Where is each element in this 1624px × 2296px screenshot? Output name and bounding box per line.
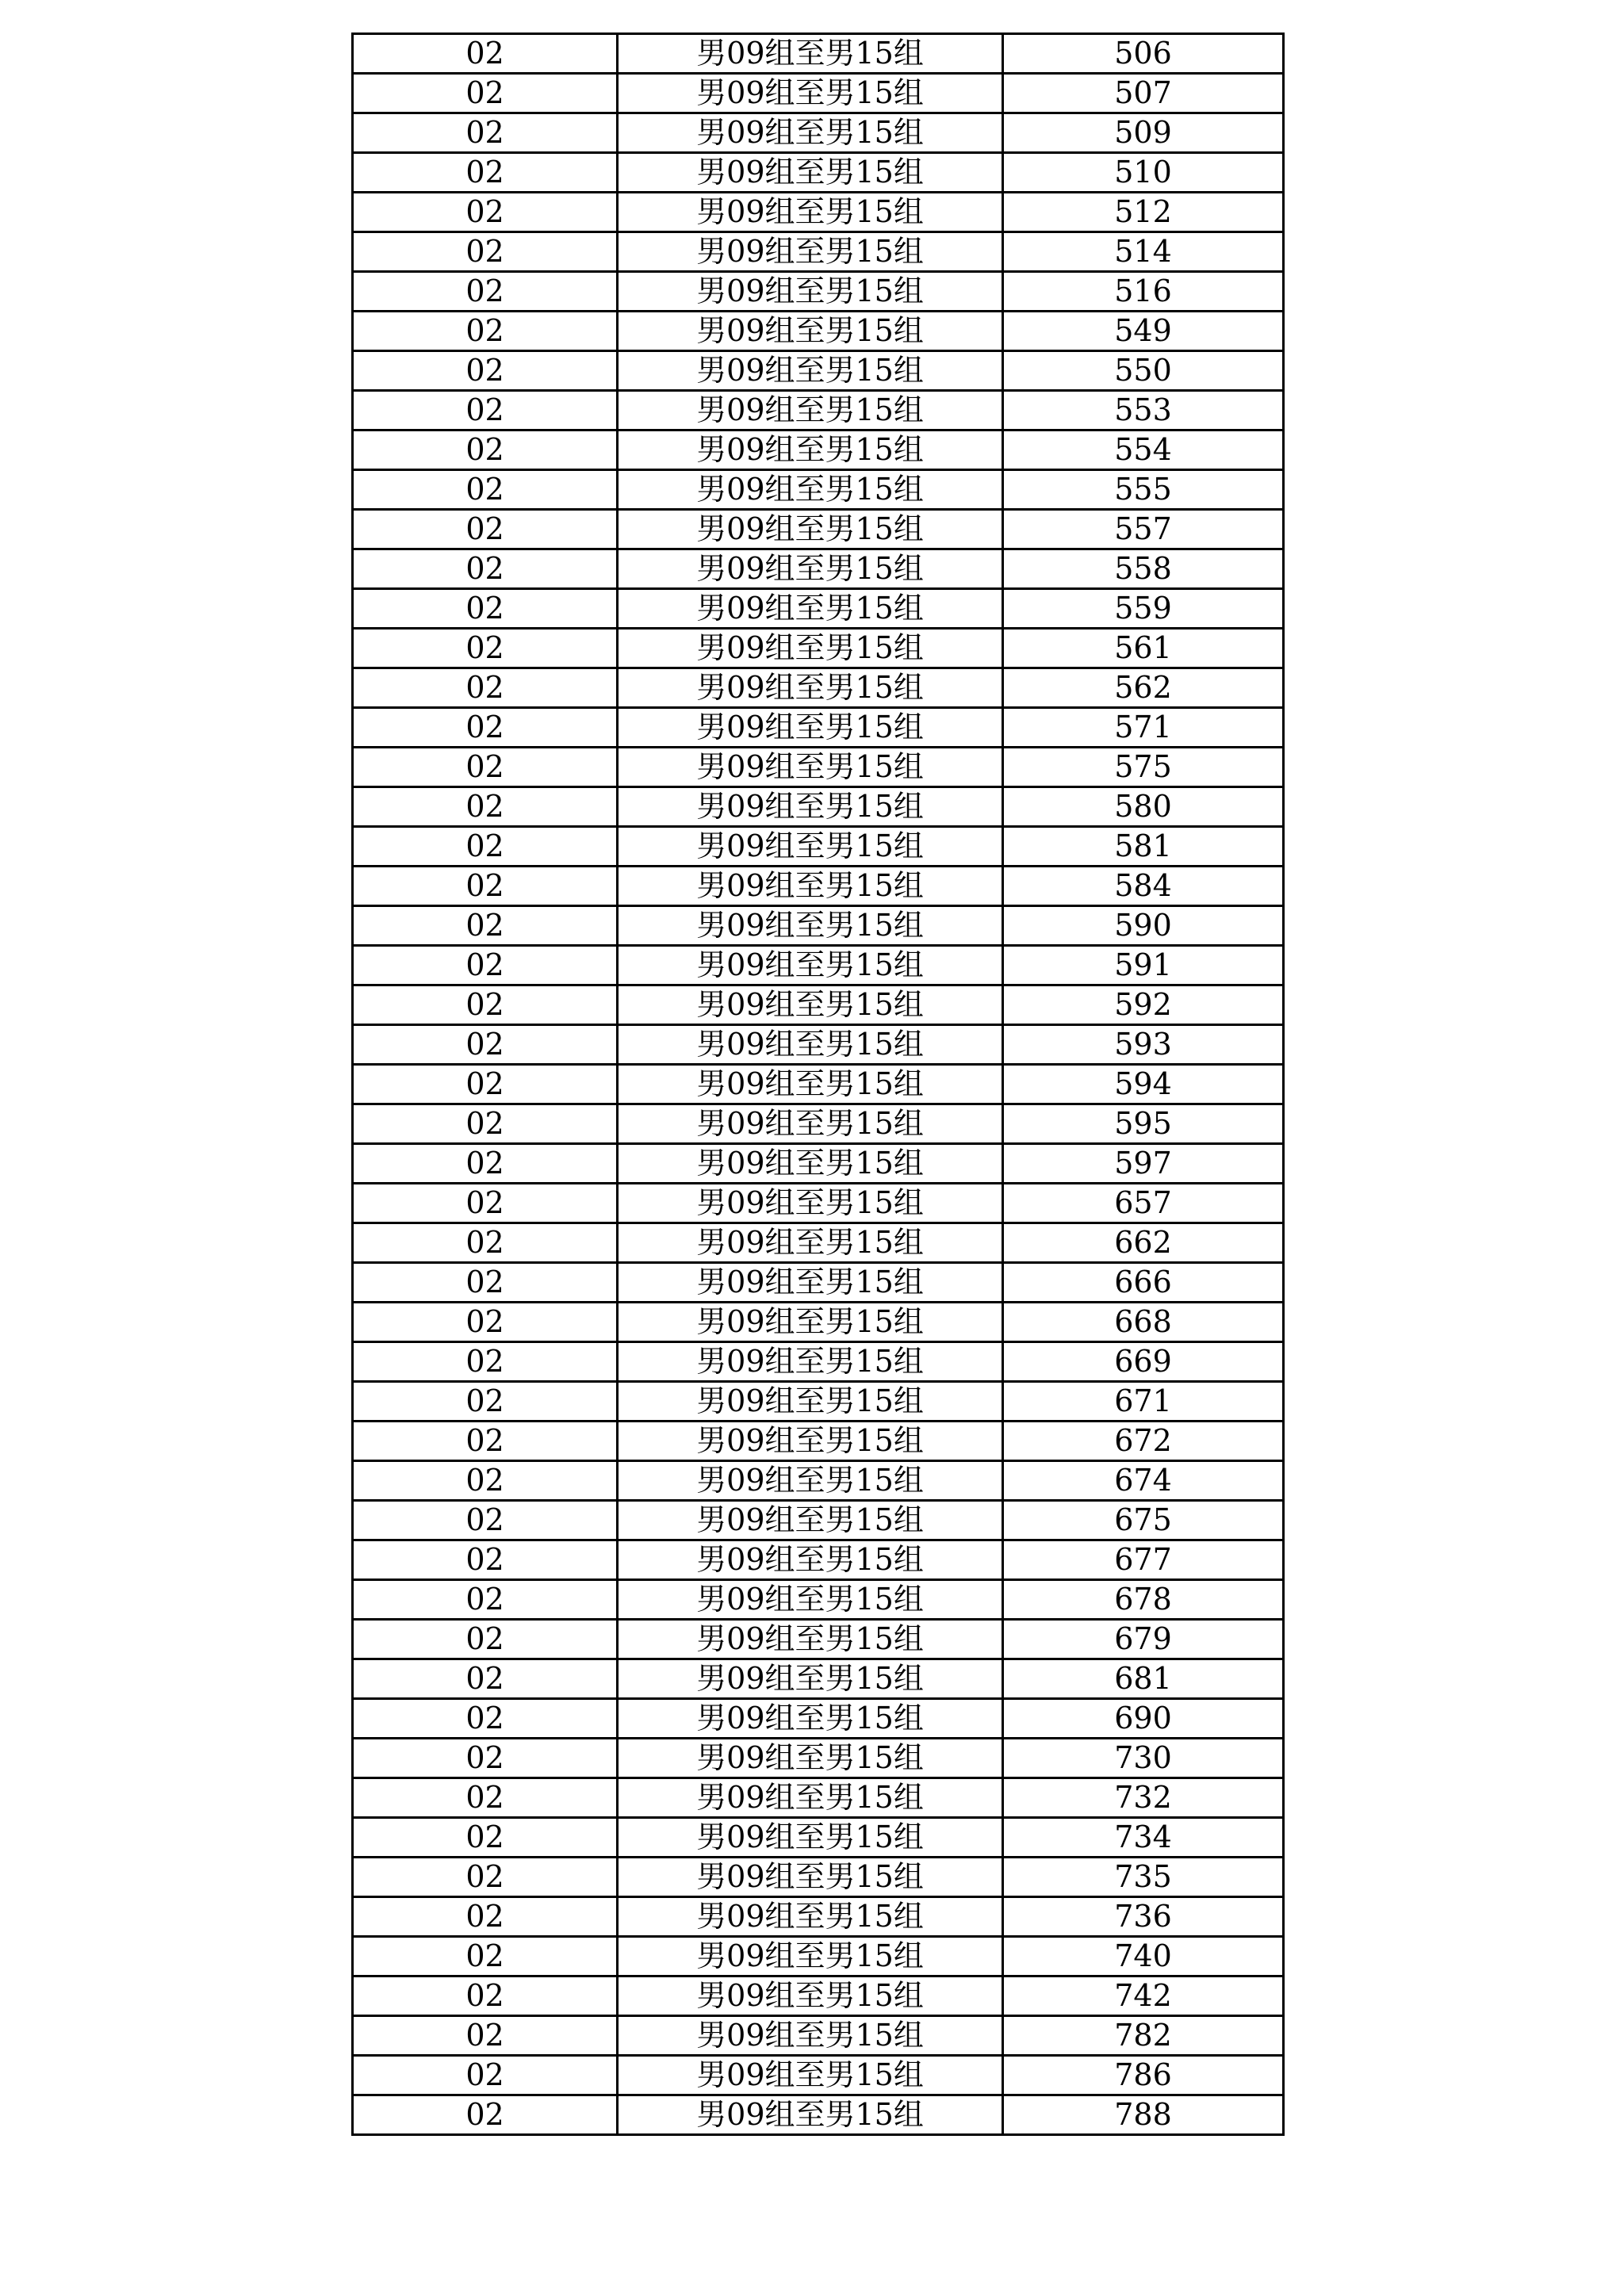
group-cell: 男09组至男15组 (618, 1580, 1003, 1620)
code-cell: 02 (353, 391, 618, 430)
number-cell: 561 (1003, 629, 1284, 668)
group-cell: 男09组至男15组 (618, 510, 1003, 549)
code-cell: 02 (353, 1501, 618, 1540)
table-row (353, 1104, 1284, 1144)
table-row (353, 827, 1284, 867)
table-row (353, 1144, 1284, 1184)
table-row (353, 946, 1284, 985)
code-cell: 02 (353, 1184, 618, 1223)
group-cell: 男09组至男15组 (618, 1739, 1003, 1778)
code-cell: 02 (353, 272, 618, 312)
code-cell: 02 (353, 1937, 618, 1976)
group-cell: 男09组至男15组 (618, 748, 1003, 787)
code-cell: 02 (353, 510, 618, 549)
group-cell: 男09组至男15组 (618, 1778, 1003, 1818)
table-row (353, 1659, 1284, 1699)
group-cell: 男09组至男15组 (618, 1184, 1003, 1223)
group-cell: 男09组至男15组 (618, 1065, 1003, 1104)
group-cell: 男09组至男15组 (618, 351, 1003, 391)
code-cell: 02 (353, 1382, 618, 1422)
table-row (353, 1540, 1284, 1580)
code-cell: 02 (353, 629, 618, 668)
group-cell: 男09组至男15组 (618, 1501, 1003, 1540)
table-row (353, 748, 1284, 787)
number-cell: 678 (1003, 1580, 1284, 1620)
number-cell: 595 (1003, 1104, 1284, 1144)
number-cell: 549 (1003, 312, 1284, 351)
group-cell: 男09组至男15组 (618, 2095, 1003, 2135)
table-row (353, 1065, 1284, 1104)
number-cell: 516 (1003, 272, 1284, 312)
code-cell: 02 (353, 1620, 618, 1659)
roster-table-body (353, 34, 1284, 2135)
group-cell: 男09组至男15组 (618, 193, 1003, 232)
group-cell: 男09组至男15组 (618, 1858, 1003, 1897)
table-row (353, 1422, 1284, 1461)
code-cell: 02 (353, 1144, 618, 1184)
table-row (353, 1858, 1284, 1897)
number-cell: 592 (1003, 985, 1284, 1025)
group-cell: 男09组至男15组 (618, 34, 1003, 74)
group-cell: 男09组至男15组 (618, 1342, 1003, 1382)
code-cell: 02 (353, 906, 618, 946)
group-cell: 男09组至男15组 (618, 1699, 1003, 1739)
code-cell: 02 (353, 1659, 618, 1699)
table-row (353, 1778, 1284, 1818)
number-cell: 782 (1003, 2016, 1284, 2056)
group-cell: 男09组至男15组 (618, 1303, 1003, 1342)
group-cell: 男09组至男15组 (618, 549, 1003, 589)
table-row (353, 1223, 1284, 1263)
number-cell: 555 (1003, 470, 1284, 510)
table-row (353, 351, 1284, 391)
group-cell: 男09组至男15组 (618, 1263, 1003, 1303)
code-cell: 02 (353, 1540, 618, 1580)
number-cell: 668 (1003, 1303, 1284, 1342)
number-cell: 671 (1003, 1382, 1284, 1422)
group-cell: 男09组至男15组 (618, 1976, 1003, 2016)
code-cell: 02 (353, 1461, 618, 1501)
number-cell: 575 (1003, 748, 1284, 787)
code-cell: 02 (353, 1025, 618, 1065)
code-cell: 02 (353, 2016, 618, 2056)
table-row (353, 787, 1284, 827)
table-row (353, 1897, 1284, 1937)
code-cell: 02 (353, 470, 618, 510)
number-cell: 506 (1003, 34, 1284, 74)
code-cell: 02 (353, 34, 618, 74)
table-row (353, 113, 1284, 153)
group-cell: 男09组至男15组 (618, 708, 1003, 748)
code-cell: 02 (353, 549, 618, 589)
group-cell: 男09组至男15组 (618, 430, 1003, 470)
table-row (353, 1580, 1284, 1620)
table-row (353, 906, 1284, 946)
group-cell: 男09组至男15组 (618, 946, 1003, 985)
number-cell: 740 (1003, 1937, 1284, 1976)
table-row (353, 1342, 1284, 1382)
group-cell: 男09组至男15组 (618, 232, 1003, 272)
code-cell: 02 (353, 1897, 618, 1937)
code-cell: 02 (353, 312, 618, 351)
group-cell: 男09组至男15组 (618, 1144, 1003, 1184)
group-cell: 男09组至男15组 (618, 391, 1003, 430)
code-cell: 02 (353, 193, 618, 232)
code-cell: 02 (353, 430, 618, 470)
code-cell: 02 (353, 232, 618, 272)
code-cell: 02 (353, 1065, 618, 1104)
table-row (353, 2056, 1284, 2095)
group-cell: 男09组至男15组 (618, 1818, 1003, 1858)
table-row (353, 193, 1284, 232)
number-cell: 553 (1003, 391, 1284, 430)
table-row (353, 589, 1284, 629)
table-row (353, 549, 1284, 589)
number-cell: 558 (1003, 549, 1284, 589)
group-cell: 男09组至男15组 (618, 1223, 1003, 1263)
group-cell: 男09组至男15组 (618, 2056, 1003, 2095)
table-row (353, 34, 1284, 74)
number-cell: 554 (1003, 430, 1284, 470)
table-row (353, 470, 1284, 510)
table-row (353, 391, 1284, 430)
code-cell: 02 (353, 1342, 618, 1382)
number-cell: 669 (1003, 1342, 1284, 1382)
group-cell: 男09组至男15组 (618, 787, 1003, 827)
number-cell: 732 (1003, 1778, 1284, 1818)
number-cell: 557 (1003, 510, 1284, 549)
number-cell: 786 (1003, 2056, 1284, 2095)
number-cell: 594 (1003, 1065, 1284, 1104)
number-cell: 584 (1003, 867, 1284, 906)
number-cell: 672 (1003, 1422, 1284, 1461)
table-row (353, 1976, 1284, 2016)
table-row (353, 1184, 1284, 1223)
table-row (353, 74, 1284, 113)
code-cell: 02 (353, 1976, 618, 2016)
code-cell: 02 (353, 787, 618, 827)
code-cell: 02 (353, 113, 618, 153)
code-cell: 02 (353, 1858, 618, 1897)
group-cell: 男09组至男15组 (618, 1422, 1003, 1461)
code-cell: 02 (353, 1263, 618, 1303)
group-cell: 男09组至男15组 (618, 470, 1003, 510)
code-cell: 02 (353, 1303, 618, 1342)
table-row (353, 2095, 1284, 2135)
group-cell: 男09组至男15组 (618, 312, 1003, 351)
code-cell: 02 (353, 589, 618, 629)
code-cell: 02 (353, 153, 618, 193)
number-cell: 679 (1003, 1620, 1284, 1659)
code-cell: 02 (353, 1739, 618, 1778)
number-cell: 675 (1003, 1501, 1284, 1540)
number-cell: 559 (1003, 589, 1284, 629)
code-cell: 02 (353, 985, 618, 1025)
table-row (353, 1263, 1284, 1303)
number-cell: 593 (1003, 1025, 1284, 1065)
group-cell: 男09组至男15组 (618, 668, 1003, 708)
code-cell: 02 (353, 1818, 618, 1858)
code-cell: 02 (353, 351, 618, 391)
group-cell: 男09组至男15组 (618, 113, 1003, 153)
table-row (353, 2016, 1284, 2056)
group-cell: 男09组至男15组 (618, 1659, 1003, 1699)
table-row (353, 708, 1284, 748)
table-row (353, 668, 1284, 708)
group-cell: 男09组至男15组 (618, 1540, 1003, 1580)
number-cell: 662 (1003, 1223, 1284, 1263)
number-cell: 681 (1003, 1659, 1284, 1699)
code-cell: 02 (353, 867, 618, 906)
group-cell: 男09组至男15组 (618, 2016, 1003, 2056)
code-cell: 02 (353, 946, 618, 985)
table-row (353, 1303, 1284, 1342)
group-cell: 男09组至男15组 (618, 589, 1003, 629)
number-cell: 666 (1003, 1263, 1284, 1303)
number-cell: 730 (1003, 1739, 1284, 1778)
number-cell: 591 (1003, 946, 1284, 985)
number-cell: 788 (1003, 2095, 1284, 2135)
number-cell: 597 (1003, 1144, 1284, 1184)
group-cell: 男09组至男15组 (618, 1897, 1003, 1937)
code-cell: 02 (353, 1699, 618, 1739)
code-cell: 02 (353, 748, 618, 787)
group-cell: 男09组至男15组 (618, 272, 1003, 312)
table-row (353, 867, 1284, 906)
roster-table (351, 33, 1285, 2136)
number-cell: 677 (1003, 1540, 1284, 1580)
group-cell: 男09组至男15组 (618, 629, 1003, 668)
number-cell: 510 (1003, 153, 1284, 193)
code-cell: 02 (353, 1223, 618, 1263)
number-cell: 674 (1003, 1461, 1284, 1501)
table-row (353, 1382, 1284, 1422)
code-cell: 02 (353, 1778, 618, 1818)
table-row (353, 1739, 1284, 1778)
table-row (353, 1699, 1284, 1739)
table-row (353, 985, 1284, 1025)
table-row (353, 629, 1284, 668)
group-cell: 男09组至男15组 (618, 153, 1003, 193)
group-cell: 男09组至男15组 (618, 1937, 1003, 1976)
code-cell: 02 (353, 2095, 618, 2135)
code-cell: 02 (353, 2056, 618, 2095)
number-cell: 590 (1003, 906, 1284, 946)
group-cell: 男09组至男15组 (618, 1461, 1003, 1501)
table-row (353, 232, 1284, 272)
group-cell: 男09组至男15组 (618, 1025, 1003, 1065)
group-cell: 男09组至男15组 (618, 1620, 1003, 1659)
number-cell: 571 (1003, 708, 1284, 748)
group-cell: 男09组至男15组 (618, 1104, 1003, 1144)
number-cell: 742 (1003, 1976, 1284, 2016)
number-cell: 657 (1003, 1184, 1284, 1223)
number-cell: 736 (1003, 1897, 1284, 1937)
table-row (353, 1620, 1284, 1659)
number-cell: 581 (1003, 827, 1284, 867)
number-cell: 509 (1003, 113, 1284, 153)
code-cell: 02 (353, 708, 618, 748)
number-cell: 690 (1003, 1699, 1284, 1739)
table-row (353, 1025, 1284, 1065)
group-cell: 男09组至男15组 (618, 827, 1003, 867)
code-cell: 02 (353, 1104, 618, 1144)
group-cell: 男09组至男15组 (618, 1382, 1003, 1422)
code-cell: 02 (353, 827, 618, 867)
table-row (353, 1818, 1284, 1858)
table-row (353, 1937, 1284, 1976)
table-row (353, 312, 1284, 351)
group-cell: 男09组至男15组 (618, 74, 1003, 113)
group-cell: 男09组至男15组 (618, 867, 1003, 906)
code-cell: 02 (353, 1580, 618, 1620)
code-cell: 02 (353, 668, 618, 708)
code-cell: 02 (353, 1422, 618, 1461)
number-cell: 507 (1003, 74, 1284, 113)
table-row (353, 1461, 1284, 1501)
number-cell: 514 (1003, 232, 1284, 272)
table-row (353, 272, 1284, 312)
table-row (353, 430, 1284, 470)
number-cell: 735 (1003, 1858, 1284, 1897)
group-cell: 男09组至男15组 (618, 906, 1003, 946)
number-cell: 512 (1003, 193, 1284, 232)
table-row (353, 1501, 1284, 1540)
table-row (353, 153, 1284, 193)
table-row (353, 510, 1284, 549)
number-cell: 734 (1003, 1818, 1284, 1858)
code-cell: 02 (353, 74, 618, 113)
number-cell: 562 (1003, 668, 1284, 708)
number-cell: 580 (1003, 787, 1284, 827)
number-cell: 550 (1003, 351, 1284, 391)
group-cell: 男09组至男15组 (618, 985, 1003, 1025)
